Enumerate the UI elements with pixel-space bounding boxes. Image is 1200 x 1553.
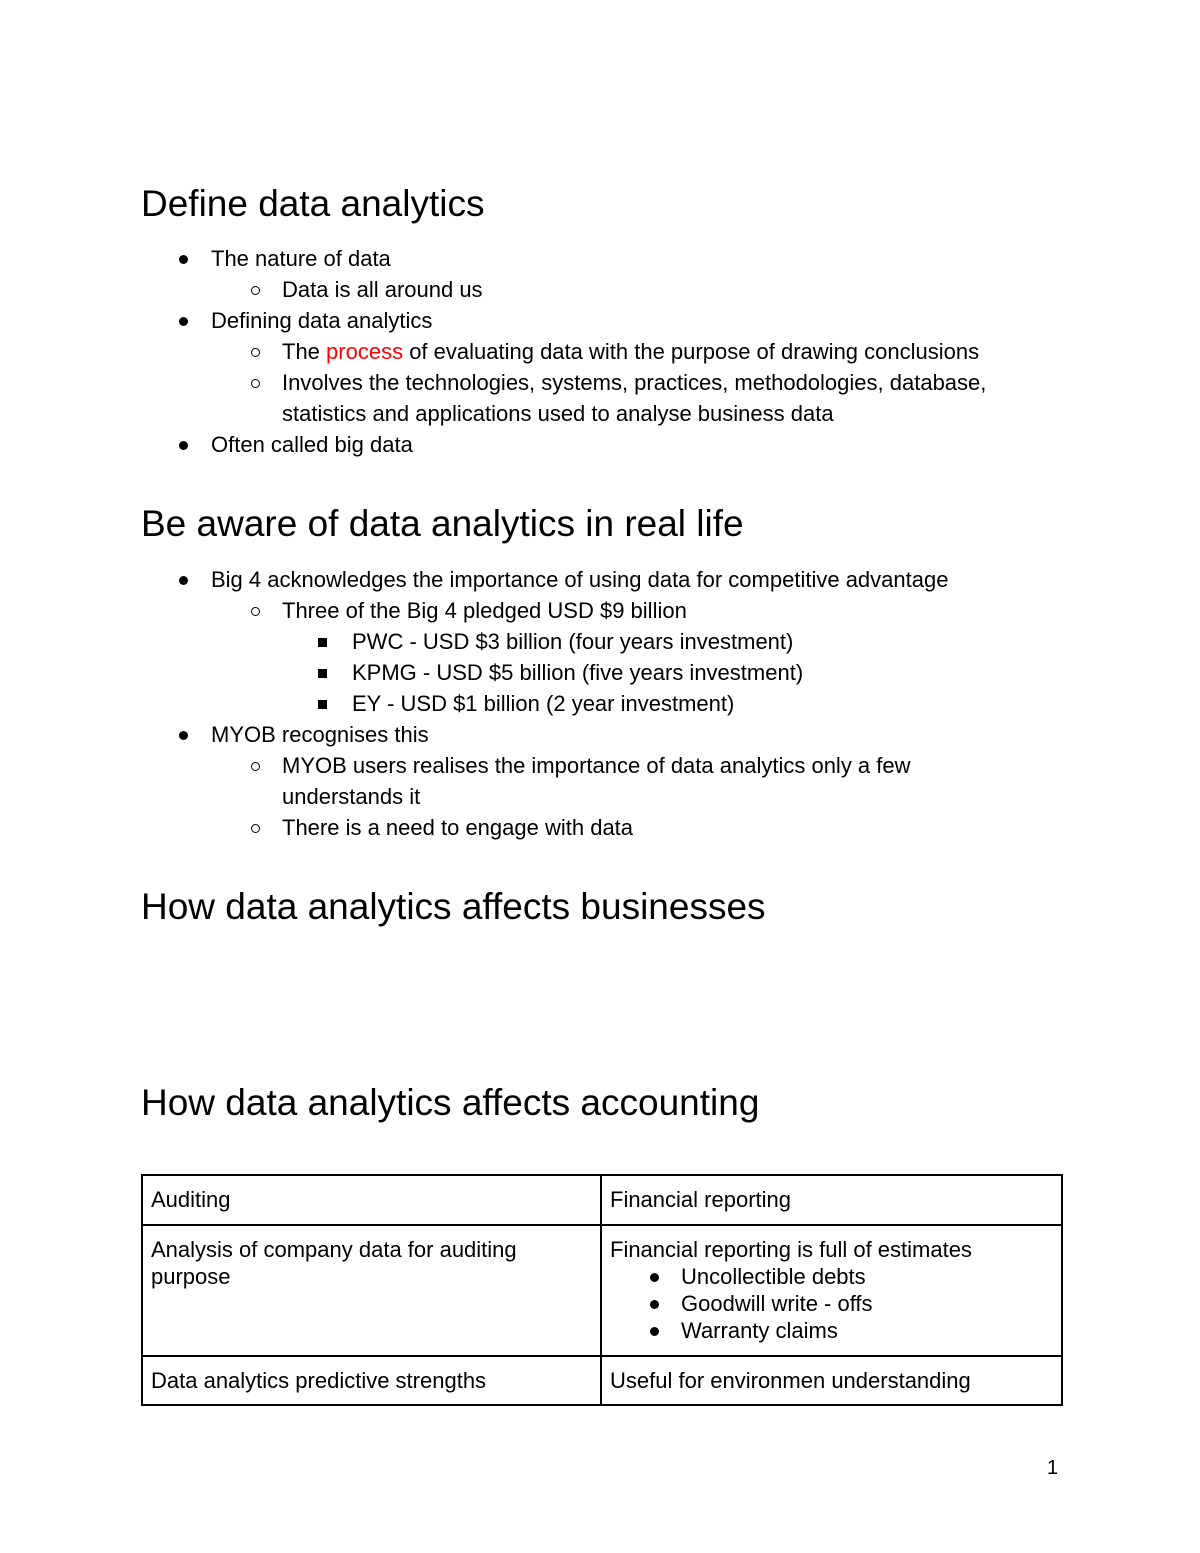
- text-after: of evaluating data with the purpose of drawing conclusions: [403, 339, 980, 364]
- bullet-square-icon: [318, 700, 327, 709]
- list-item: There is a need to engage with data: [282, 815, 634, 840]
- list-item: [610, 1263, 1053, 1290]
- bullet-square-icon: [318, 638, 327, 647]
- list-item: Involves the technologies, systems, practices, methodologies, database,: [282, 370, 987, 395]
- table-cell: Useful for environmen understanding: [601, 1356, 1062, 1405]
- text-before: The: [282, 339, 327, 364]
- accounting-table: [141, 1174, 1063, 1406]
- heading-define-data-analytics: Define data analytics: [141, 183, 485, 224]
- bullet-disc-icon: [650, 1273, 659, 1282]
- bullet-circle-icon: [251, 762, 260, 771]
- list-item: EY - USD $1 billion (2 year investment): [352, 691, 735, 716]
- list-item: Often called big data: [211, 432, 413, 457]
- table-cell: [601, 1225, 1062, 1356]
- heading-affects-businesses: How data analytics affects businesses: [141, 886, 766, 927]
- highlighted-word: process: [326, 339, 404, 364]
- bullet-circle-icon: [251, 348, 260, 357]
- table-row: [142, 1175, 1062, 1225]
- list-item: MYOB users realises the importance of data analytics only a few: [282, 753, 911, 778]
- bullet-disc-icon: [179, 317, 188, 326]
- page-number: 1: [1047, 1457, 1059, 1479]
- bullet-disc-icon: [179, 441, 188, 450]
- bullet-circle-icon: [251, 379, 260, 388]
- list-item: [610, 1290, 1053, 1317]
- bullet-disc-icon: [650, 1327, 659, 1336]
- list-item: Three of the Big 4 pledged USD $9 billion: [282, 598, 687, 623]
- list-item-continuation: statistics and applications used to analyse business data: [282, 401, 834, 426]
- bullet-square-icon: [318, 669, 327, 678]
- table-row: [142, 1225, 1062, 1356]
- heading-be-aware: Be aware of data analytics in real life: [141, 503, 744, 544]
- list-item: MYOB recognises this: [211, 722, 429, 747]
- list-item: Data is all around us: [282, 277, 483, 302]
- cell-intro-text: Financial reporting is full of estimates: [610, 1237, 972, 1262]
- table-cell: Data analytics predictive strengths: [142, 1356, 601, 1405]
- list-item: [610, 1317, 1053, 1344]
- bullet-circle-icon: [251, 824, 260, 833]
- list-item-label: Warranty claims: [681, 1318, 838, 1343]
- list-item: Big 4 acknowledges the importance of using data for competitive advantage: [211, 567, 949, 592]
- table-row: [142, 1356, 1062, 1405]
- estimates-list: [610, 1263, 1053, 1344]
- heading-affects-accounting: How data analytics affects accounting: [141, 1082, 760, 1123]
- list-item: Defining data analytics: [211, 308, 433, 333]
- list-item-label: Uncollectible debts: [681, 1264, 866, 1289]
- table-cell: Analysis of company data for auditing purpose: [142, 1225, 601, 1356]
- bullet-disc-icon: [650, 1300, 659, 1309]
- table-cell: Auditing: [142, 1175, 601, 1225]
- bullet-disc-icon: [179, 255, 188, 264]
- bullet-disc-icon: [179, 576, 188, 585]
- list-item: The nature of data: [211, 246, 391, 271]
- list-item-label: Goodwill write - offs: [681, 1291, 873, 1316]
- bullet-circle-icon: [251, 607, 260, 616]
- bullet-disc-icon: [179, 731, 188, 740]
- bullet-circle-icon: [251, 286, 260, 295]
- list-item-continuation: understands it: [282, 784, 421, 809]
- list-item-process: [282, 338, 979, 366]
- list-item: PWC - USD $3 billion (four years investment): [352, 629, 794, 654]
- table-cell: Financial reporting: [601, 1175, 1062, 1225]
- list-item: KPMG - USD $5 billion (five years investment): [352, 660, 804, 685]
